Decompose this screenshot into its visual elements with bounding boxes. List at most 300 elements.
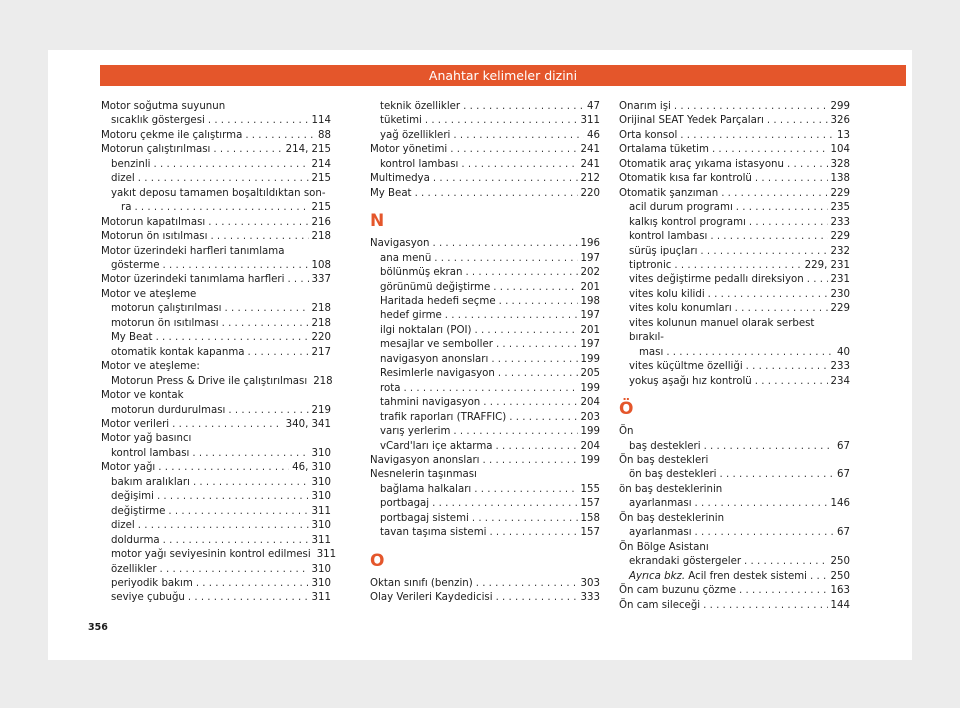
index-page-ref: 212 — [580, 173, 600, 185]
index-entry — [370, 172, 600, 186]
index-term: Haritada hedefi seçme — [380, 295, 496, 307]
index-term: vCard'ları içe aktarma — [380, 440, 493, 452]
index-term: Orijinal SEAT Yedek Parçaları — [619, 115, 764, 127]
index-entry — [370, 382, 600, 396]
index-entry — [619, 584, 850, 598]
index-entry — [619, 100, 850, 114]
dot-leader — [225, 302, 309, 316]
index-entry — [101, 534, 331, 548]
dot-leader — [228, 404, 308, 418]
index-term: Motor yağı — [101, 462, 156, 474]
index-page-ref: 138 — [830, 173, 850, 185]
index-term: vites kolu konumları — [629, 303, 732, 315]
index-page-ref: 235 — [830, 202, 850, 214]
index-term: Motor verileri — [101, 418, 170, 430]
index-term: motorun durdurulması — [111, 404, 226, 416]
index-term: yağ özellikleri — [380, 129, 451, 141]
index-column-3 — [619, 100, 850, 613]
dot-leader — [807, 273, 828, 287]
index-term: Onarım işi — [619, 101, 671, 112]
index-term: portbagaj sistemi — [380, 512, 469, 524]
index-entry — [370, 425, 600, 439]
dot-leader — [163, 534, 309, 548]
dot-leader — [787, 158, 828, 172]
index-entry — [619, 599, 850, 613]
index-page-ref: 196 — [580, 238, 600, 250]
index-page-ref: 311 — [580, 115, 600, 127]
index-term: Motorun kapatılması — [101, 216, 206, 228]
index-page-ref: 163 — [830, 585, 850, 597]
index-page-ref: 311 — [311, 505, 331, 517]
index-page-ref: 67 — [837, 469, 850, 481]
index-page-ref: 144 — [830, 599, 850, 611]
index-entry — [101, 158, 331, 172]
index-page-ref: 231 — [830, 274, 850, 286]
index-page-ref: 230 — [830, 288, 850, 300]
dot-leader — [403, 382, 577, 396]
index-page-ref: 155 — [580, 483, 600, 495]
index-page-ref: 250 — [830, 570, 850, 582]
index-page-ref: 67 — [837, 527, 850, 539]
index-page-ref: 88 — [318, 129, 331, 141]
index-entry — [619, 541, 850, 555]
index-entry — [370, 353, 600, 367]
index-term: vites kolunun manuel olarak serbest bırakıl- — [629, 317, 815, 344]
index-term: dizel — [111, 520, 135, 532]
index-page-ref: 216 — [311, 216, 331, 228]
index-page-ref: 199 — [580, 382, 600, 394]
index-term: gösterme — [111, 259, 160, 271]
section-header — [100, 65, 906, 86]
index-term: Motoru çekme ile çalıştırma — [101, 129, 243, 141]
index-entry — [619, 454, 850, 468]
index-entry — [619, 468, 850, 482]
index-term: Motor yönetimi — [370, 144, 448, 156]
dot-leader — [157, 490, 309, 504]
index-page-ref: 40 — [837, 346, 850, 358]
dot-leader — [720, 468, 835, 482]
index-term: hedef girme — [380, 310, 442, 322]
index-term: doldurma — [111, 534, 160, 546]
index-page-ref: 217 — [311, 346, 331, 358]
index-entry — [619, 555, 850, 569]
index-page-ref: 303 — [580, 577, 600, 589]
index-entry — [101, 273, 331, 287]
index-entry — [101, 404, 331, 418]
index-term: Motor ve ateşleme — [101, 288, 197, 300]
index-term: tiptronic — [629, 259, 672, 271]
index-term — [629, 570, 807, 584]
index-entry — [619, 172, 850, 186]
index-entry — [619, 360, 850, 374]
index-term: özellikler — [111, 563, 157, 575]
index-page-ref: 241 — [580, 144, 600, 156]
dot-leader — [208, 114, 309, 128]
index-term: Navigasyon anonsları — [370, 454, 480, 466]
index-entry — [101, 100, 331, 114]
index-entry — [101, 577, 331, 591]
index-entry — [370, 411, 600, 425]
index-entry — [619, 440, 850, 454]
index-term: vites küçültme özelliği — [629, 361, 743, 373]
dot-leader — [415, 187, 578, 201]
index-page-ref: 299 — [830, 101, 850, 112]
index-page-ref: 233 — [830, 361, 850, 373]
index-page-ref: 203 — [580, 411, 600, 423]
index-page-ref: 204 — [580, 397, 600, 409]
index-entry — [619, 512, 850, 526]
dot-leader — [493, 281, 577, 295]
dot-leader — [156, 331, 309, 345]
index-letter-heading: O — [370, 550, 385, 571]
index-term: Otomatik kısa far kontrolü — [619, 173, 752, 185]
index-term: motorun çalıştırılması — [111, 303, 222, 315]
dot-leader — [499, 295, 578, 309]
index-term: kontrol lambası — [380, 158, 459, 170]
dot-leader — [453, 425, 577, 439]
dot-leader — [476, 577, 578, 591]
index-term: Navigasyon — [370, 238, 430, 250]
index-page-ref: 13 — [837, 129, 850, 141]
index-entry — [370, 252, 600, 266]
index-entry — [619, 245, 850, 259]
dot-leader — [755, 172, 828, 186]
index-entry — [101, 245, 331, 259]
index-page-ref: 218 — [311, 231, 331, 243]
index-entry — [101, 447, 331, 461]
index-entry — [619, 526, 850, 540]
index-term: ana menü — [380, 252, 432, 264]
dot-leader — [489, 526, 577, 540]
dot-leader — [710, 230, 827, 244]
index-entry — [370, 266, 600, 280]
index-entry — [619, 317, 850, 346]
index-term: Ön baş destekleri — [619, 454, 709, 466]
dot-leader — [496, 591, 578, 605]
index-page-ref: 46 — [587, 129, 600, 141]
index-entry — [619, 497, 850, 511]
dot-leader — [736, 201, 828, 215]
index-term: My Beat — [370, 187, 412, 199]
index-term: yokuş aşağı hız kontrolü — [629, 375, 752, 387]
index-term: Ortalama tüketim — [619, 144, 709, 156]
dot-leader — [465, 266, 577, 280]
dot-leader — [134, 201, 308, 215]
dot-leader — [196, 577, 309, 591]
index-term: kontrol lambası — [629, 231, 708, 243]
index-column-2 — [370, 100, 600, 606]
index-entry — [101, 259, 331, 273]
index-page-ref: 114 — [311, 115, 331, 127]
index-entry — [370, 396, 600, 410]
dot-leader — [483, 396, 577, 410]
index-entry — [619, 483, 850, 497]
index-entry — [619, 158, 850, 172]
index-term: varış yerlerim — [380, 426, 451, 438]
index-page-ref: 311 — [311, 534, 331, 546]
index-page-ref: 250 — [830, 556, 850, 568]
index-term: Ön — [619, 426, 634, 438]
dot-leader — [154, 158, 309, 172]
index-page-ref: 229, 231 — [804, 259, 850, 271]
index-page-ref: 310 — [311, 476, 331, 488]
index-entry — [370, 324, 600, 338]
index-entry — [101, 172, 331, 186]
index-entry — [370, 281, 600, 295]
index-term: trafik raporları (TRAFFIC) — [380, 411, 507, 423]
index-page-ref: 104 — [830, 144, 850, 156]
index-page-ref: 205 — [580, 368, 600, 380]
dot-leader — [666, 346, 834, 360]
dot-leader — [674, 259, 801, 273]
dot-leader — [474, 483, 577, 497]
index-page-ref: 311 — [316, 549, 337, 561]
index-term: teknik özellikler — [380, 101, 461, 112]
index-page-ref: 218 — [313, 375, 333, 387]
index-entry — [101, 476, 331, 490]
dot-leader — [433, 172, 578, 186]
dot-leader — [509, 411, 577, 425]
dot-leader — [425, 114, 578, 128]
index-term: bölünmüş ekran — [380, 267, 463, 279]
index-entry — [101, 302, 331, 316]
dot-leader — [674, 100, 828, 114]
index-entry — [101, 288, 331, 302]
index-term: otomatik kontak kapanma — [111, 346, 245, 358]
index-entry — [619, 143, 850, 157]
index-term: motorun ön ısıtılması — [111, 317, 219, 329]
index-term: vites kolu kilidi — [629, 288, 705, 300]
index-term: Otomatik şanzıman — [619, 187, 719, 199]
index-term: portbagaj — [380, 498, 430, 510]
index-entry — [370, 143, 600, 157]
index-page-ref: 201 — [580, 324, 600, 336]
dot-leader — [434, 252, 577, 266]
index-entry — [619, 288, 850, 302]
section-title: Anahtar kelimeler dizini — [428, 68, 578, 83]
index-entry — [619, 114, 850, 128]
index-term: kontrol lambası — [111, 447, 190, 459]
index-term: değiştirme — [111, 505, 166, 517]
index-term: Otomatik araç yıkama istasyonu — [619, 158, 784, 170]
index-entry — [101, 548, 337, 562]
index-entry — [101, 230, 331, 244]
index-page-ref: 218 — [311, 303, 331, 315]
index-column-1 — [101, 100, 337, 606]
dot-leader — [496, 440, 578, 454]
index-entry — [101, 591, 331, 605]
index-page-ref: 157 — [580, 527, 600, 539]
index-entry — [370, 237, 600, 251]
index-page-ref: 199 — [580, 426, 600, 438]
dot-leader — [287, 273, 308, 287]
index-page-ref: 220 — [311, 332, 331, 344]
dot-leader — [463, 100, 584, 114]
index-page-ref: 202 — [580, 267, 600, 279]
index-entry — [101, 461, 331, 475]
index-entry — [101, 143, 331, 157]
index-page-ref: 241 — [580, 158, 600, 170]
index-term: Motor üzerindeki tanımlama harfleri — [101, 274, 285, 286]
index-entry — [370, 454, 600, 468]
index-page-ref: 233 — [830, 216, 850, 228]
index-term: motor yağı seviyesinin kontrol edilmesi — [111, 549, 311, 561]
index-term: Nesnelerin taşınması — [370, 469, 477, 481]
index-term: navigasyon anonsları — [380, 353, 489, 365]
index-term: Motor ve kontak — [101, 390, 184, 402]
index-entry — [101, 432, 331, 446]
index-page-ref: 310 — [311, 491, 331, 503]
index-entry — [101, 331, 331, 345]
index-term: sürüş ipuçları — [629, 245, 698, 257]
index-entry — [370, 100, 600, 114]
index-page-ref: 310 — [311, 520, 331, 532]
dot-leader — [432, 237, 577, 251]
index-term: My Beat — [111, 332, 153, 344]
index-page-ref: 326 — [830, 115, 850, 127]
index-term: Ön baş desteklerinin — [619, 512, 725, 524]
index-term: ön baş desteklerinin — [619, 483, 723, 495]
index-entry — [370, 483, 600, 497]
dot-leader — [193, 476, 309, 490]
index-term: Ön Bölge Asistanı — [619, 541, 709, 553]
index-entry — [101, 317, 331, 331]
index-term: tüketimi — [380, 115, 422, 127]
index-entry — [619, 425, 850, 439]
index-page-ref: 197 — [580, 310, 600, 322]
index-term: Ön cam sileceği — [619, 599, 701, 611]
dot-leader — [138, 172, 309, 186]
index-entry — [101, 114, 331, 128]
index-entry — [370, 309, 600, 323]
dot-leader — [432, 497, 577, 511]
index-page-ref: 311 — [311, 592, 331, 604]
dot-leader — [138, 519, 309, 533]
index-entry — [370, 526, 600, 540]
dot-leader — [474, 324, 577, 338]
index-term-text: Acil fren destek sistemi — [685, 570, 808, 582]
dot-leader — [450, 143, 577, 157]
index-term: periyodik bakım — [111, 577, 193, 589]
index-entry — [101, 360, 331, 374]
index-term: Motorun Press & Drive ile çalıştırılması — [111, 375, 308, 387]
index-term: acil durum programı — [629, 202, 733, 214]
index-page-ref: 146 — [830, 498, 850, 510]
dot-leader — [162, 259, 308, 273]
index-page-ref: 197 — [580, 339, 600, 351]
index-page-ref: 199 — [580, 353, 600, 365]
dot-leader — [248, 346, 309, 360]
index-entry — [101, 216, 331, 230]
index-entry — [619, 375, 850, 389]
index-term: Motor ve ateşleme: — [101, 361, 200, 373]
index-term: ayarlanması — [629, 498, 692, 510]
index-term: ra — [121, 202, 132, 214]
dot-leader — [739, 584, 828, 598]
index-term: ekrandaki göstergeler — [629, 556, 742, 568]
dot-leader — [810, 570, 828, 584]
index-entry — [619, 201, 850, 215]
index-page-ref: 204 — [580, 440, 600, 452]
index-entry — [370, 440, 600, 454]
index-term: yakıt deposu tamamen boşaltıldıktan son- — [111, 187, 326, 199]
index-entry — [101, 563, 331, 577]
index-page-ref: 229 — [830, 187, 850, 199]
index-page-ref: 197 — [580, 252, 600, 264]
index-term: Motor soğutma suyunun — [101, 101, 226, 112]
index-term: Motor yağ basıncı — [101, 433, 192, 445]
index-entry — [101, 187, 331, 201]
index-term: seviye çubuğu — [111, 592, 185, 604]
index-page-ref: 310 — [311, 563, 331, 575]
index-entry — [619, 216, 850, 230]
index-page-ref: 229 — [830, 231, 850, 243]
dot-leader — [461, 158, 577, 172]
index-term: bağlama halkaları — [380, 483, 472, 495]
index-entry — [370, 187, 600, 201]
index-entry — [619, 187, 850, 201]
index-term: vites değiştirme pedallı direksiyon — [629, 274, 804, 286]
index-page-ref: 337 — [311, 274, 331, 286]
index-entry — [619, 129, 850, 143]
index-entry — [370, 497, 600, 511]
index-page-ref: 229 — [830, 303, 850, 315]
index-term: Motorun ön ısıtılması — [101, 231, 208, 243]
index-page-ref: 214 — [311, 158, 331, 170]
index-entry — [101, 389, 331, 403]
index-term: Orta konsol — [619, 129, 678, 141]
index-letter-heading: N — [370, 211, 385, 232]
index-entry — [619, 302, 850, 316]
index-entry — [101, 418, 331, 432]
dot-leader — [498, 367, 578, 381]
index-term: ilgi noktaları (POI) — [380, 324, 472, 336]
index-entry — [370, 591, 600, 605]
page-number: 356 — [88, 622, 108, 633]
dot-leader — [767, 114, 828, 128]
index-entry — [101, 201, 331, 215]
index-term: ayarlanması — [629, 527, 692, 539]
dot-leader — [192, 447, 308, 461]
index-page-ref: 214, 215 — [285, 144, 331, 156]
index-entry — [370, 158, 600, 172]
index-entry — [101, 505, 331, 519]
index-page-ref: 218 — [311, 317, 331, 329]
index-term: bakım aralıkları — [111, 476, 190, 488]
index-term: sıcaklık göstergesi — [111, 115, 205, 127]
dot-leader — [496, 338, 578, 352]
dot-leader — [472, 512, 578, 526]
index-entry — [619, 230, 850, 244]
index-letter-heading: Ö — [619, 399, 634, 420]
index-entry — [619, 273, 850, 287]
index-entry — [101, 129, 331, 143]
index-entry — [370, 338, 600, 352]
dot-leader — [208, 216, 308, 230]
dot-leader — [445, 309, 578, 323]
index-entry — [101, 519, 331, 533]
index-term: baş destekleri — [629, 440, 701, 452]
index-term: görünümü değiştirme — [380, 281, 491, 293]
index-page-ref: 157 — [580, 498, 600, 510]
index-entry — [101, 346, 331, 360]
index-term: kalkış kontrol programı — [629, 216, 746, 228]
dot-leader — [749, 216, 828, 230]
index-term: Olay Verileri Kaydedicisi — [370, 592, 493, 604]
index-page-ref: 219 — [311, 404, 331, 416]
index-page-ref: 234 — [830, 375, 850, 387]
index-page-ref: 46, 310 — [292, 462, 331, 474]
